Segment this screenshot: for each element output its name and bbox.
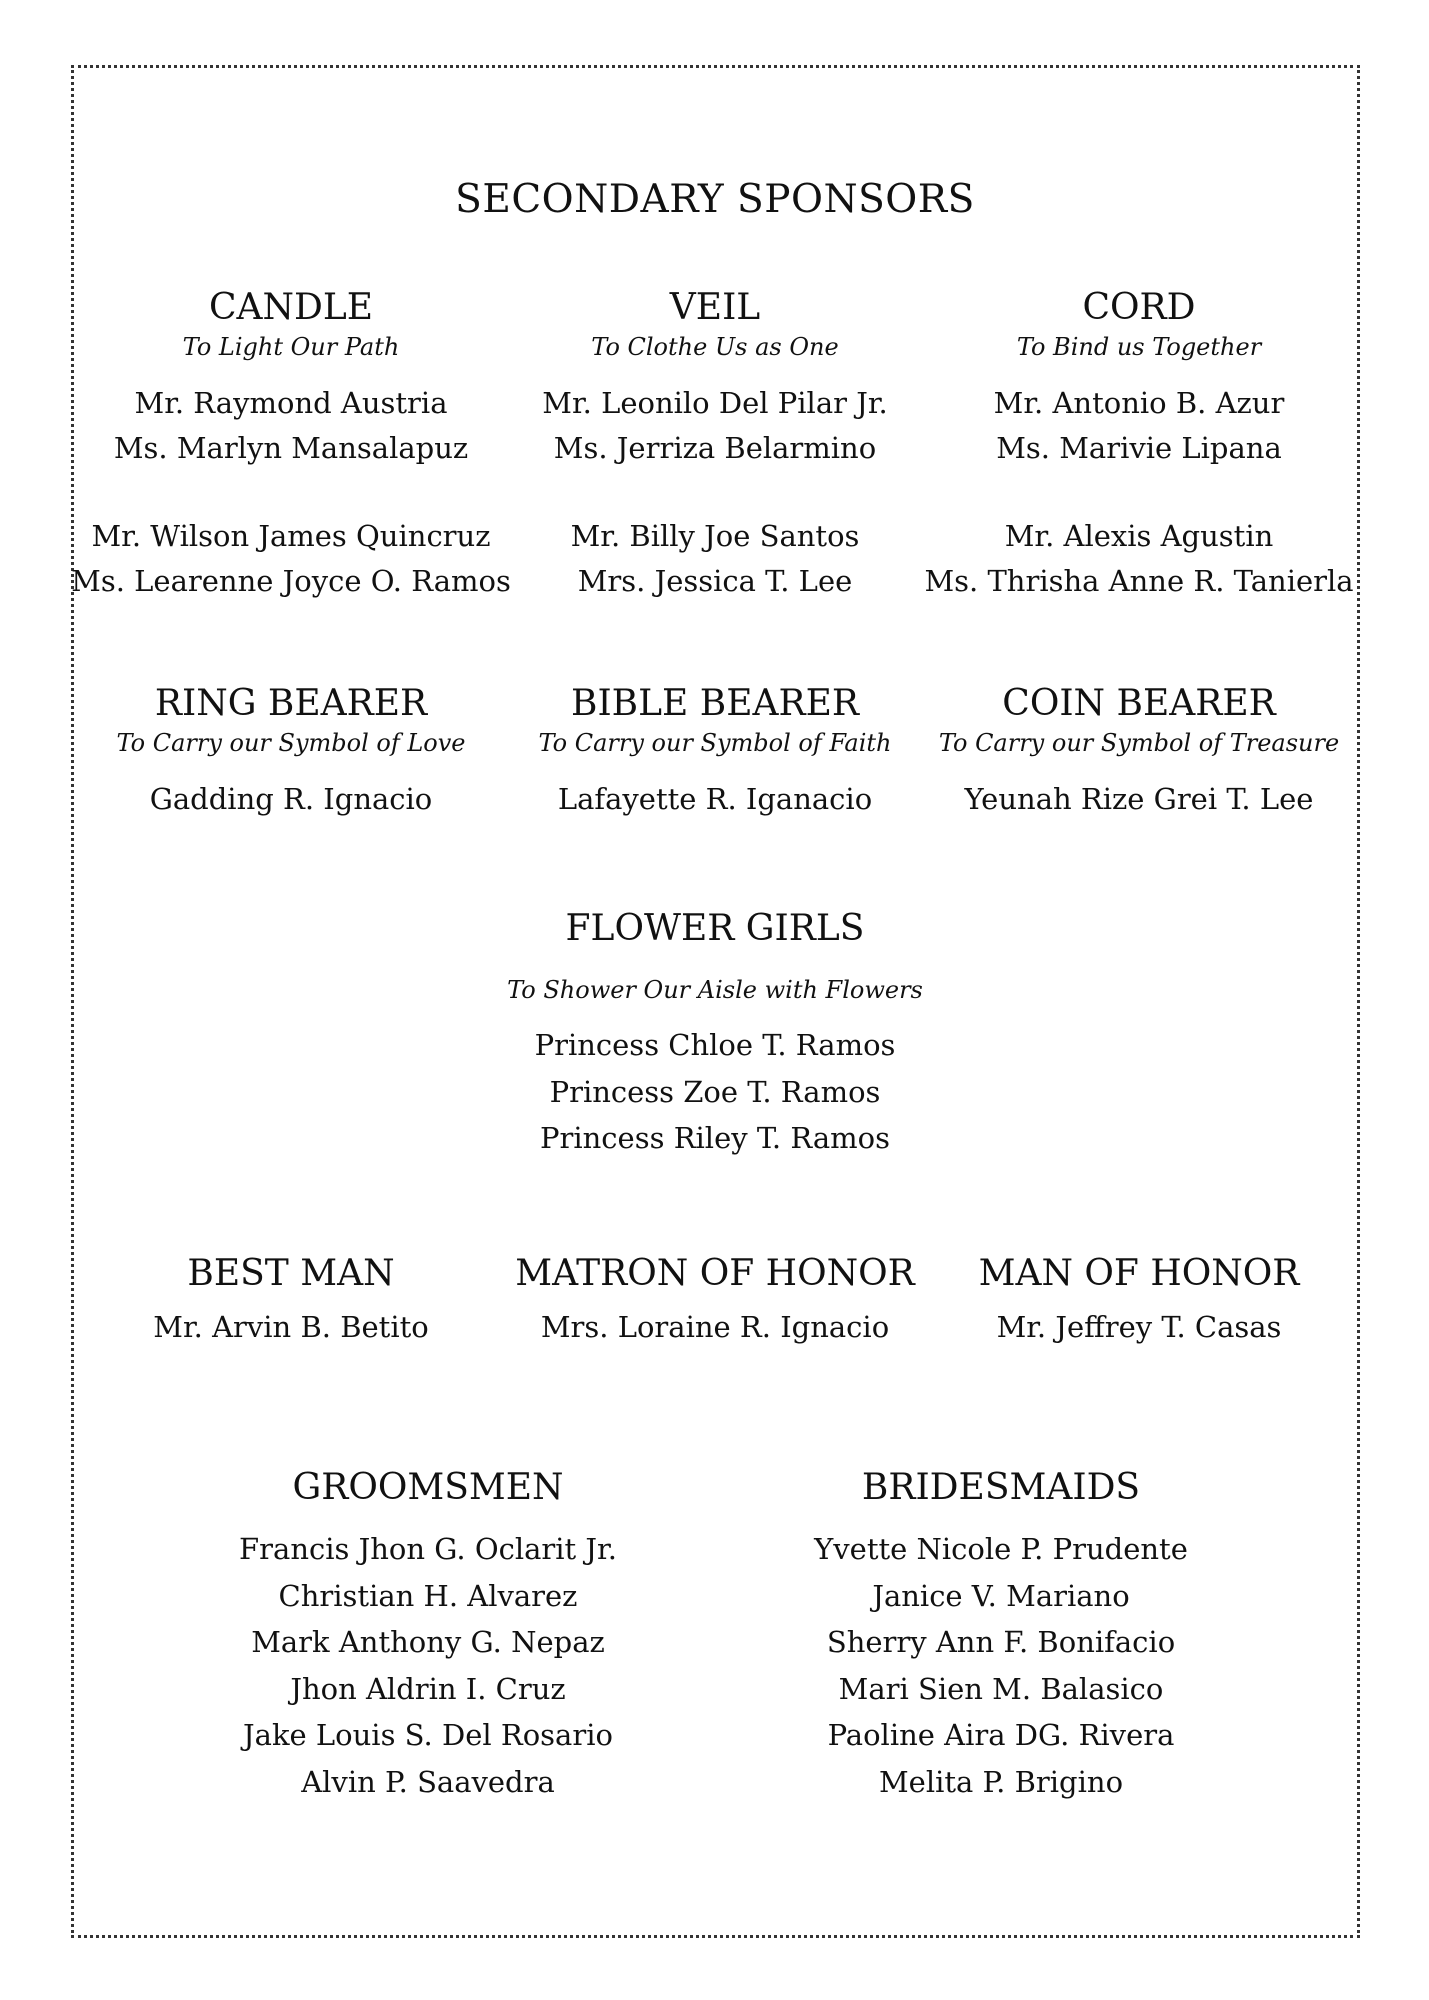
ring-bearer-title: RING BEARER (154, 683, 428, 724)
flower-girl-name: Princess Zoe T. Ramos (549, 1074, 881, 1109)
cord-name: Ms. Thrisha Anne R. Tanierla (924, 564, 1354, 598)
groomsman-name: Jhon Aldrin I. Cruz (290, 1671, 566, 1706)
matron-of-honor-name: Mrs. Loraine R. Ignacio (540, 1310, 890, 1344)
cord-name: Mr. Alexis Agustin (1004, 519, 1274, 553)
cord-subtitle: To Bind us Together (1016, 333, 1262, 361)
bridesmaid-name: Mari Sien M. Balasico (838, 1671, 1164, 1706)
candle-title: CANDLE (208, 287, 374, 328)
coin-bearer-subtitle: To Carry our Symbol of Treasure (938, 729, 1340, 757)
groomsman-name: Mark Anthony G. Nepaz (251, 1625, 605, 1659)
ring-bearer-name: Gadding R. Ignacio (149, 782, 433, 816)
coin-bearer-title: COIN BEARER (1002, 683, 1276, 724)
groomsman-name: Alvin P. Saavedra (301, 1764, 555, 1799)
candle-subtitle: To Light Our Path (182, 333, 400, 361)
candle-name: Ms. Marlyn Mansalapuz (113, 431, 469, 465)
coin-bearer-name: Yeunah Rize Grei T. Lee (964, 782, 1314, 816)
ring-bearer-subtitle: To Carry our Symbol of Love (116, 729, 466, 757)
bridesmaids-title: BRIDESMAIDS (861, 1467, 1141, 1508)
candle-name: Mr. Wilson James Quincruz (91, 519, 491, 553)
cord-title: CORD (1082, 287, 1196, 328)
bible-bearer-name: Lafayette R. Iganacio (557, 782, 873, 816)
groomsman-name: Jake Louis S. Del Rosario (243, 1718, 613, 1752)
flower-girls-title: FLOWER GIRLS (565, 908, 865, 949)
bible-bearer-subtitle: To Carry our Symbol of Faith (538, 729, 892, 757)
groomsman-name: Christian H. Alvarez (278, 1578, 578, 1613)
candle-names (71, 381, 511, 604)
veil-name: Mrs. Jessica T. Lee (577, 564, 853, 598)
best-man-title: BEST MAN (187, 1253, 395, 1294)
veil-subtitle: To Clothe Us as One (591, 333, 839, 361)
groomsmen-names (239, 1526, 617, 1805)
bridesmaid-name: Melita P. Brigino (878, 1764, 1124, 1799)
candle-name: Mr. Raymond Austria (134, 386, 448, 420)
groomsman-name: Francis Jhon G. Oclarit Jr. (239, 1532, 617, 1566)
groomsmen-title: GROOMSMEN (292, 1467, 564, 1508)
man-of-honor-name: Mr. Jeffrey T. Casas (996, 1310, 1282, 1344)
candle-name: Ms. Learenne Joyce O. Ramos (71, 564, 511, 598)
veil-name: Mr. Billy Joe Santos (570, 519, 860, 553)
man-of-honor-title: MAN OF HONOR (978, 1253, 1300, 1294)
bible-bearer-title: BIBLE BEARER (571, 683, 859, 724)
cord-name: Ms. Marivie Lipana (996, 431, 1282, 465)
flower-girl-name: Princess Riley T. Ramos (539, 1121, 890, 1155)
bridesmaid-name: Sherry Ann F. Bonifacio (826, 1625, 1176, 1659)
flower-girls-subtitle: To Shower Our Aisle with Flowers (507, 976, 923, 1004)
bridesmaid-name: Yvette Nicole P. Prudente (814, 1532, 1188, 1566)
veil-title: VEIL (669, 287, 761, 328)
cord-names (924, 381, 1353, 604)
page-title: SECONDARY SPONSORS (455, 177, 975, 222)
veil-name: Ms. Jerriza Belarmino (553, 431, 877, 465)
bridesmaid-name: Janice V. Mariano (872, 1578, 1130, 1613)
flower-girls-names (535, 1022, 896, 1162)
bridesmaids-names (814, 1526, 1188, 1805)
flower-girl-name: Princess Chloe T. Ramos (534, 1028, 896, 1062)
bridesmaid-name: Paoline Aira DG. Rivera (827, 1718, 1175, 1752)
matron-of-honor-title: MATRON OF HONOR (515, 1253, 915, 1294)
veil-name: Mr. Leonilo Del Pilar Jr. (542, 386, 888, 420)
veil-names (542, 381, 887, 604)
cord-name: Mr. Antonio B. Azur (993, 386, 1285, 420)
best-man-name: Mr. Arvin B. Betito (153, 1310, 429, 1344)
